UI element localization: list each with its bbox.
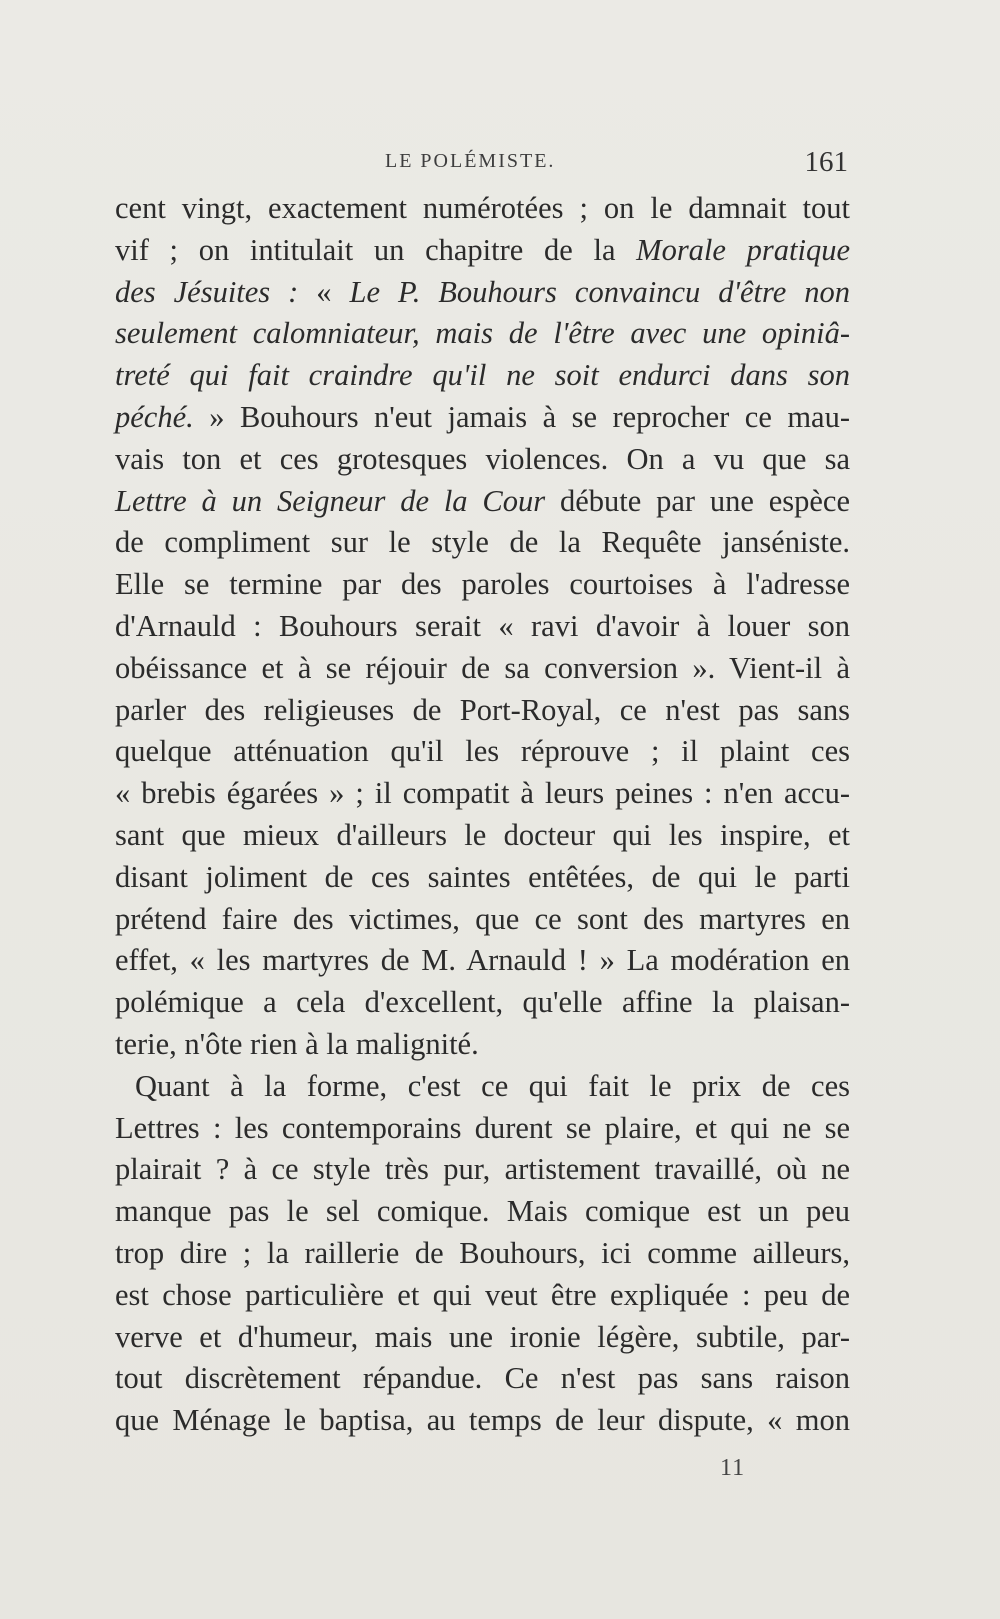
text-line: manque pas le sel comique. Mais comique est un peu <box>115 1194 850 1229</box>
text-line: verve et d'humeur, mais une ironie légère, subtile, par- <box>115 1319 850 1354</box>
text-line: prétend faire des victimes, que ce sont des martyres en <box>115 901 850 936</box>
paragraph-two <box>115 1066 850 1442</box>
text-line: disant joliment de ces saintes entêtées, de qui le parti <box>115 859 850 894</box>
text-line: Elle se termine par des paroles courtoises à l'adresse <box>115 567 850 602</box>
running-title: LE POLÉMISTE. <box>385 150 556 172</box>
text-line: cent vingt, exactement numérotées ; on le damnait tout <box>115 191 850 225</box>
italic-title: Lettre à un Seigneur de la Cour <box>115 483 546 518</box>
body-text <box>115 188 850 1442</box>
text-line: obéissance et à se réjouir de sa conversion ». Vient-il à <box>115 650 850 685</box>
text-fragment: » Bouhours n'eut jamais à se reprocher ce mau- <box>209 399 850 434</box>
text-line <box>115 230 850 272</box>
text-line: sant que mieux d'ailleurs le docteur qui les inspire, et <box>115 817 850 852</box>
text-line: d'Arnauld : Bouhours serait « ravi d'avoir à louer son <box>115 608 850 643</box>
text-line: treté qui fait craindre qu'il ne soit endurci dans son <box>115 358 850 393</box>
text-line: trop dire ; la raillerie de Bouhours, ici comme ailleurs, <box>115 1235 850 1270</box>
page-number: 161 <box>804 146 848 178</box>
text-line: Lettres : les contemporains durent se plaire, et qui ne se <box>115 1110 850 1145</box>
italic-title: des Jésuites : <box>115 274 317 309</box>
italic-fragment: péché. <box>115 399 210 434</box>
text-line: que Ménage le baptisa, au temps de leur dispute, « mon <box>115 1403 850 1438</box>
italic-quote: Le P. Bouhours convaincu d'être non <box>349 274 850 309</box>
text-line: quelque atténuation qu'il les réprouve ; il plaint ces <box>115 734 850 769</box>
text-line: polémique a cela d'excellent, qu'elle affine la plaisan- <box>115 985 850 1020</box>
text-line: seulement calomniateur, mais de l'être avec une opiniâ- <box>115 316 850 351</box>
text-line: effet, « les martyres de M. Arnauld ! » La modération en <box>115 943 850 978</box>
text-line <box>115 272 850 314</box>
text-line <box>115 481 850 523</box>
text-line: plairait ? à ce style très pur, artistement travaillé, où ne <box>115 1152 850 1187</box>
text-line <box>115 397 850 439</box>
italic-title: Morale pratique <box>636 232 850 267</box>
text-line: terie, n'ôte rien à la malignité. <box>115 1026 479 1061</box>
text-line: parler des religieuses de Port-Royal, ce n'est pas sans <box>115 692 850 727</box>
text-fragment: vif ; on intitulait un chapitre de la <box>115 232 637 267</box>
quote-mark: « <box>316 274 350 309</box>
text-line: « brebis égarées » ; il compatit à leurs peines : n'en accu- <box>115 776 850 811</box>
paragraph-one <box>115 188 850 1066</box>
signature-mark: 11 <box>720 1455 746 1481</box>
text-line: vais ton et ces grotesques violences. On a vu que sa <box>115 441 850 476</box>
text-line: Quant à la forme, c'est ce qui fait le prix de ces <box>135 1068 850 1103</box>
text-line: tout discrètement répandue. Ce n'est pas sans raison <box>115 1361 850 1396</box>
text-fragment: débute par une espèce <box>559 483 850 518</box>
text-line: de compliment sur le style de la Requête janséniste. <box>115 525 850 560</box>
running-head <box>115 142 850 182</box>
text-line: est chose particulière et qui veut être expliquée : peu de <box>115 1277 850 1312</box>
